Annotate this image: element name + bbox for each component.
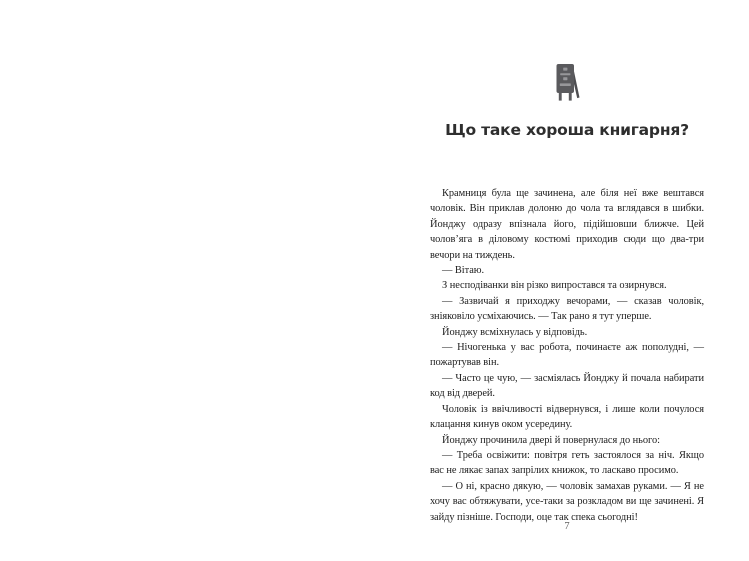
paragraph: — Нічогенька у вас робота, починаєте аж пополудні, — пожартував він. — [430, 342, 704, 369]
paragraph: — Треба освіжити: повітря геть застоялося за ніч. Якщо вас не лякає запах запрілих книжок, то ласкаво просимо. — [430, 449, 704, 477]
paragraph: — Часто це чую, — засміялась Йонджу й почала набирати код від дверей. — [430, 372, 704, 400]
paragraph: Крамниця була ще зачинена, але біля неї вже вештався чоловік. Він приклав долоню до чола та вглядався в шибки. Йонджу одразу впізнала його, підійшовши ближче. Цей чолов’яга в діловому костюмі приходив сюди що два-три вечори на тиждень. — [430, 188, 704, 261]
paragraph: Чоловік із ввічливості відвернувся, і лише коли почулося клацання кинув оком усередину. — [430, 403, 704, 431]
chapter-page — [430, 64, 704, 525]
sandwich-board-icon — [430, 64, 704, 102]
paragraph: — О ні, красно дякую, — чоловік замахав руками. — Я не хочу вас обтяжувати, усе-таки за розкладом ви ще зачинені. Я зайду пізніше. Господи, оце так спека сьогодні! — [430, 480, 704, 523]
page-number: 7 — [564, 521, 570, 532]
body-text — [430, 186, 704, 525]
paragraph: — Вітаю. — [442, 265, 485, 277]
chapter-title: Що таке хороша книгарня? — [445, 121, 689, 139]
paragraph: Йонджу прочинила двері й повернулася до нього: — [442, 434, 660, 446]
sandwich-board-icon-svg — [554, 64, 581, 102]
paragraph: З несподіванки він різко випростався та озирнувся. — [442, 280, 667, 292]
paragraph: — Зазвичай я приходжу вечорами, — сказав чоловік, зніяковіло усміхаючись. — Так рано я тут уперше. — [430, 295, 704, 323]
paragraph: Йонджу всміхнулась у відповідь. — [442, 326, 588, 338]
